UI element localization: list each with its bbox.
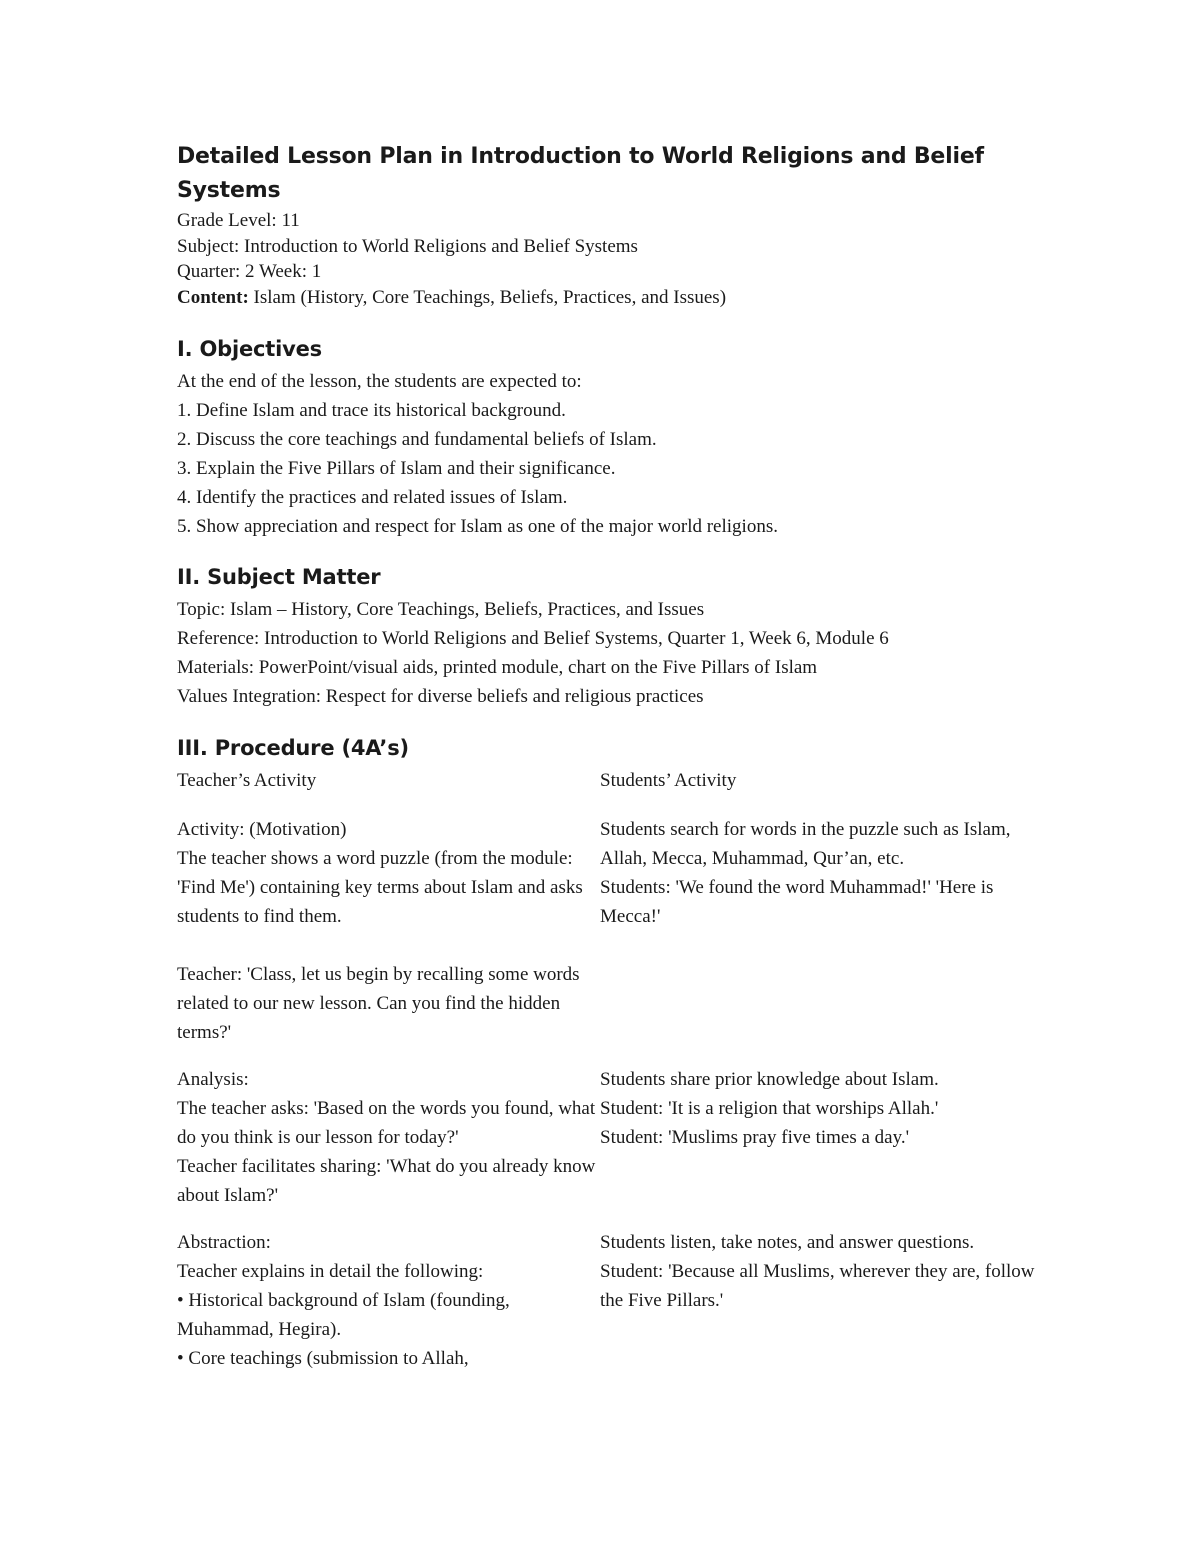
content-line [177,285,1037,311]
lesson-plan-page [177,140,1037,1373]
objective-item: 2. Discuss the core teachings and fundamental beliefs of Islam. [177,429,657,450]
spacer [177,931,600,960]
abstraction-students-text: Students listen, take notes, and answer questions. [600,1232,975,1253]
column-header-students: Students’ Activity [600,770,737,791]
activity-label: Activity: (Motivation) [177,819,347,840]
objective-item: 1. Define Islam and trace its historical background. [177,400,566,421]
objective-item: 3. Explain the Five Pillars of Islam and their significance. [177,458,616,479]
content-label: Content: [177,286,249,308]
abstraction-bullet: • Core teachings (submission to Allah, [177,1348,469,1369]
abstraction-student-answer: Student: 'Because all Muslims, wherever they are, follow the Five Pillars.' [600,1261,1035,1311]
abstraction-label: Abstraction: [177,1232,271,1253]
activity-students-quote: Students: 'We found the word Muhammad!' 'Here is Mecca!' [600,877,994,927]
objective-item: 4. Identify the practices and related issues of Islam. [177,487,568,508]
activity-students-text: Students search for words in the puzzle such as Islam, Allah, Mecca, Muhammad, Qur’an, etc. [600,819,1011,869]
objectives-intro: At the end of the lesson, the students are expected to: [177,371,582,392]
values-line: Values Integration: Respect for diverse beliefs and religious practices [177,686,704,707]
column-header-teacher: Teacher’s Activity [177,770,317,791]
analysis-students-cell [600,1047,1037,1210]
procedure-table [177,766,1037,1373]
analysis-student-answer: Student: 'Muslims pray five times a day.' [600,1127,910,1148]
abstraction-teacher-cell [177,1210,600,1373]
activity-teacher-text: The teacher shows a word puzzle (from the module: 'Find Me') containing key terms about Islam and asks students to find them. [177,848,583,927]
quarter-line: Quarter: 2 Week: 1 [177,261,322,282]
content-value: Islam (History, Core Teachings, Beliefs, Practices, and Issues) [248,286,727,308]
subject-line: Subject: Introduction to World Religions and Belief Systems [177,235,638,257]
materials-line: Materials: PowerPoint/visual aids, printed module, chart on the Five Pillars of Islam [177,657,818,678]
grade-level: Grade Level: 11 [177,210,300,231]
analysis-students-text: Students share prior knowledge about Islam. [600,1069,939,1090]
objectives-heading: I. Objectives [177,337,322,361]
analysis-teacher-question: The teacher asks: 'Based on the words you found, what do you think is our lesson for today?' [177,1098,596,1148]
analysis-student-answer: Student: 'It is a religion that worships Allah.' [600,1098,939,1119]
subject-matter-heading: II. Subject Matter [177,565,381,589]
objective-item: 5. Show appreciation and respect for Islam as one of the major world religions. [177,516,778,537]
objectives-section [177,367,1037,541]
lesson-meta [177,208,1037,310]
document-title: Detailed Lesson Plan in Introduction to World Religions and Belief Systems [177,144,984,203]
abstraction-bullet: • Historical background of Islam (founding, Muhammad, Hegira). [177,1290,510,1340]
analysis-label: Analysis: [177,1069,249,1090]
subject-matter-section [177,595,1037,711]
activity-teacher-cell [177,795,600,1047]
topic-line: Topic: Islam – History, Core Teachings, Beliefs, Practices, and Issues [177,599,705,620]
reference-line: Reference: Introduction to World Religions and Belief Systems, Quarter 1, Week 6, Module 6 [177,628,889,649]
analysis-teacher-cell [177,1047,600,1210]
abstraction-teacher-intro: Teacher explains in detail the following: [177,1261,484,1282]
procedure-heading: III. Procedure (4A’s) [177,736,409,760]
activity-teacher-quote: Teacher: 'Class, let us begin by recalling some words related to our new lesson. Can you find the hidden terms?' [177,964,580,1043]
analysis-teacher-sharing: Teacher facilitates sharing: 'What do you already know about Islam?' [177,1156,596,1206]
activity-students-cell [600,795,1037,1047]
abstraction-students-cell [600,1210,1037,1373]
